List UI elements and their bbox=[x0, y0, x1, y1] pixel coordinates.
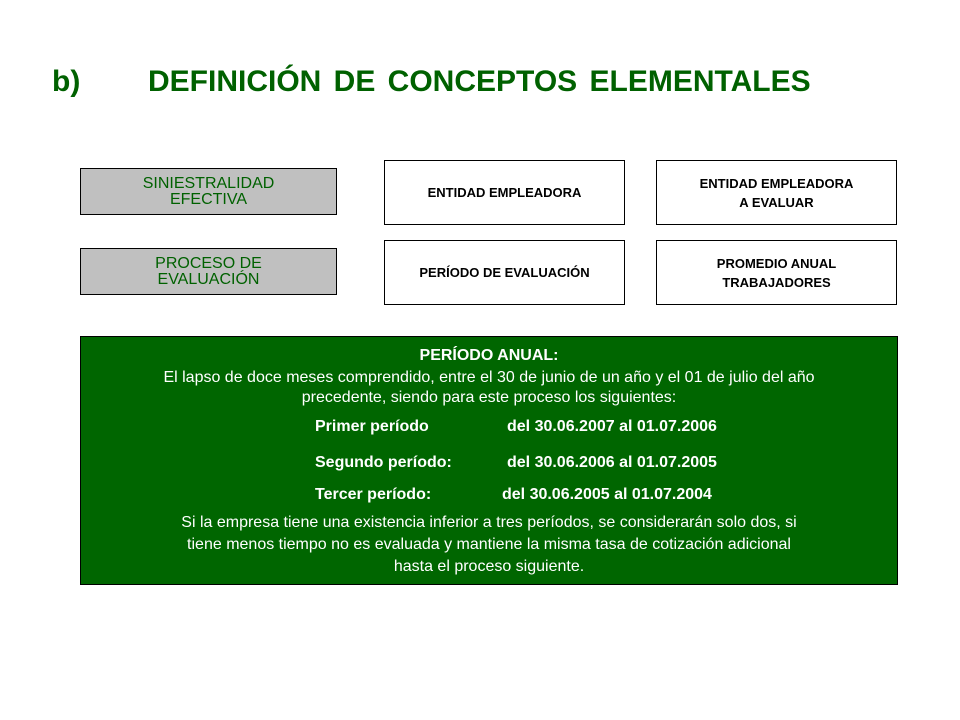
period-label: Segundo período: bbox=[315, 454, 452, 471]
concept-entidad-empleadora-evaluar bbox=[656, 160, 897, 225]
section-letter: b) bbox=[52, 65, 81, 98]
period-row-first bbox=[315, 416, 815, 438]
section-title: DEFINICIÓN DE CONCEPTOS ELEMENTALES bbox=[148, 65, 811, 98]
periodo-anual-description: El lapso de doce meses comprendido, entre el 30 de junio de un año y el 01 de julio del año bbox=[163, 369, 815, 386]
period-row-second bbox=[315, 452, 815, 474]
concept-line: A EVALUAR bbox=[739, 194, 814, 210]
concept-siniestralidad-efectiva bbox=[80, 168, 337, 215]
concept-line: ENTIDAD EMPLEADORA bbox=[699, 175, 854, 191]
periodo-anual-note: tiene menos tiempo no es evaluada y mantiene la misma tasa de cotización adicional bbox=[187, 536, 791, 553]
concept-line: PERÍODO DE EVALUACIÓN bbox=[419, 265, 590, 280]
concept-periodo-evaluacion bbox=[384, 240, 625, 305]
concept-line: EVALUACIÓN bbox=[157, 270, 260, 288]
concept-line: SINIESTRALIDAD bbox=[142, 174, 275, 192]
concept-line: EFECTIVA bbox=[169, 190, 248, 208]
period-range: del 30.06.2005 al 01.07.2004 bbox=[502, 486, 712, 503]
page-title bbox=[52, 62, 932, 102]
periodo-anual-heading: PERÍODO ANUAL: bbox=[419, 347, 559, 364]
concept-entidad-empleadora bbox=[384, 160, 625, 225]
concept-promedio-anual-trabajadores bbox=[656, 240, 897, 305]
periodo-anual-panel bbox=[80, 336, 898, 585]
concept-line: TRABAJADORES bbox=[722, 274, 831, 290]
concept-line: ENTIDAD EMPLEADORA bbox=[427, 185, 582, 200]
concept-line: PROMEDIO ANUAL bbox=[716, 255, 837, 271]
periodo-anual-description: precedente, siendo para este proceso los siguientes: bbox=[301, 389, 677, 406]
concept-proceso-evaluacion bbox=[80, 248, 337, 295]
period-label: Primer período bbox=[315, 418, 429, 435]
period-row-third bbox=[315, 484, 815, 506]
concept-line: PROCESO DE bbox=[155, 254, 262, 272]
period-range: del 30.06.2007 al 01.07.2006 bbox=[507, 418, 717, 435]
periodo-anual-note: hasta el proceso siguiente. bbox=[393, 558, 585, 575]
periodo-anual-note: Si la empresa tiene una existencia inferior a tres períodos, se considerarán solo dos, si bbox=[181, 514, 797, 531]
period-label: Tercer período: bbox=[315, 486, 432, 503]
period-range: del 30.06.2006 al 01.07.2005 bbox=[507, 454, 717, 471]
